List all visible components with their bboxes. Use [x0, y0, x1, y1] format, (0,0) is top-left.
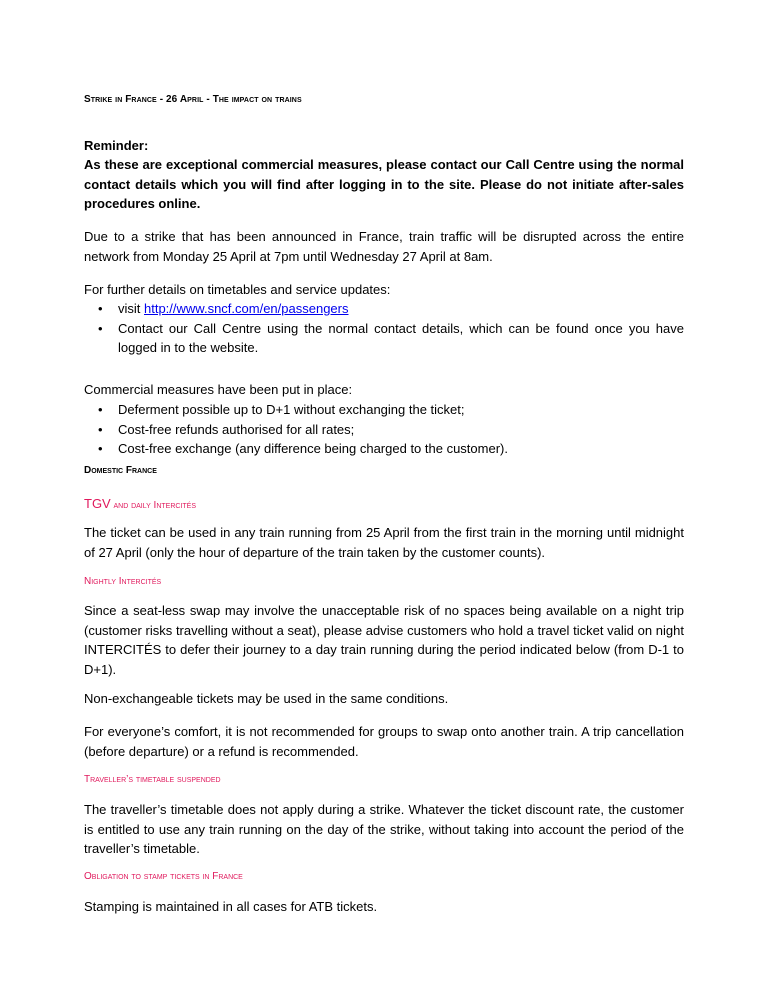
details-list [84, 299, 684, 358]
document-title: Strike in France - 26 April - The impact on trains [84, 94, 302, 105]
list-item: • Contact our Call Centre using the normal contact details, which can be found once you have logged in to the website. [84, 319, 684, 358]
list-item: • Cost-free refunds authorised for all rates; [84, 420, 684, 440]
reminder-text: As these are exceptional commercial measures, please contact our Call Centre using the normal contact details which you will find after logging in to the site. Please do not initiate after-sales procedures online. [84, 157, 684, 211]
visit-prefix: visit [118, 301, 144, 316]
sncf-link[interactable]: http://www.sncf.com/en/passengers [144, 301, 349, 316]
tgv-heading [84, 496, 196, 511]
measures-lead: Commercial measures have been put in place: [84, 382, 353, 397]
nightly-text-2: Non-exchangeable tickets may be used in the same conditions. [84, 691, 449, 706]
tgv-heading-b: and daily Intercités [110, 500, 197, 511]
domestic-heading: Domestic France [84, 465, 157, 476]
nightly-heading: Nightly Intercités [84, 576, 162, 587]
list-item [84, 299, 684, 319]
nightly-text-3: For everyone’s comfort, it is not recommended for groups to swap onto another train. A trip cancellation (before departure) or a refund is recommended. [84, 724, 684, 759]
timetable-text: The traveller’s timetable does not apply during a strike. Whatever the ticket discount rate, the customer is entitled to use any train running on the day of the strike, without taking into account the period of the traveller’s timetable. [84, 802, 684, 856]
reminder-label: Reminder: [84, 138, 149, 153]
details-lead: For further details on timetables and service updates: [84, 282, 391, 297]
list-item: • Cost-free exchange (any difference being charged to the customer). [84, 439, 684, 459]
tgv-heading-a: TGV [84, 496, 111, 511]
tgv-text: The ticket can be used in any train running from 25 April from the first train in the morning until midnight of 27 April (only the hour of departure of the train taken by the customer counts). [84, 525, 684, 560]
intro-paragraph: Due to a strike that has been announced in France, train traffic will be disrupted across the entire network from Monday 25 April at 7pm until Wednesday 27 April at 8am. [84, 229, 684, 264]
stamping-text: Stamping is maintained in all cases for ATB tickets. [84, 899, 378, 914]
nightly-text-1: Since a seat-less swap may involve the unacceptable risk of no spaces being available on a night trip (customer risks travelling without a seat), please advise customers who hold a travel ticket valid on night INTERCITÉS to defer their journey to a day train running during the period indicated below (from D-1 to D+1). [84, 603, 684, 677]
stamping-heading: Obligation to stamp tickets in France [84, 871, 243, 882]
list-item: • Deferment possible up to D+1 without exchanging the ticket; [84, 400, 684, 420]
measures-list [84, 400, 684, 459]
timetable-heading: Traveller’s timetable suspended [84, 774, 221, 785]
